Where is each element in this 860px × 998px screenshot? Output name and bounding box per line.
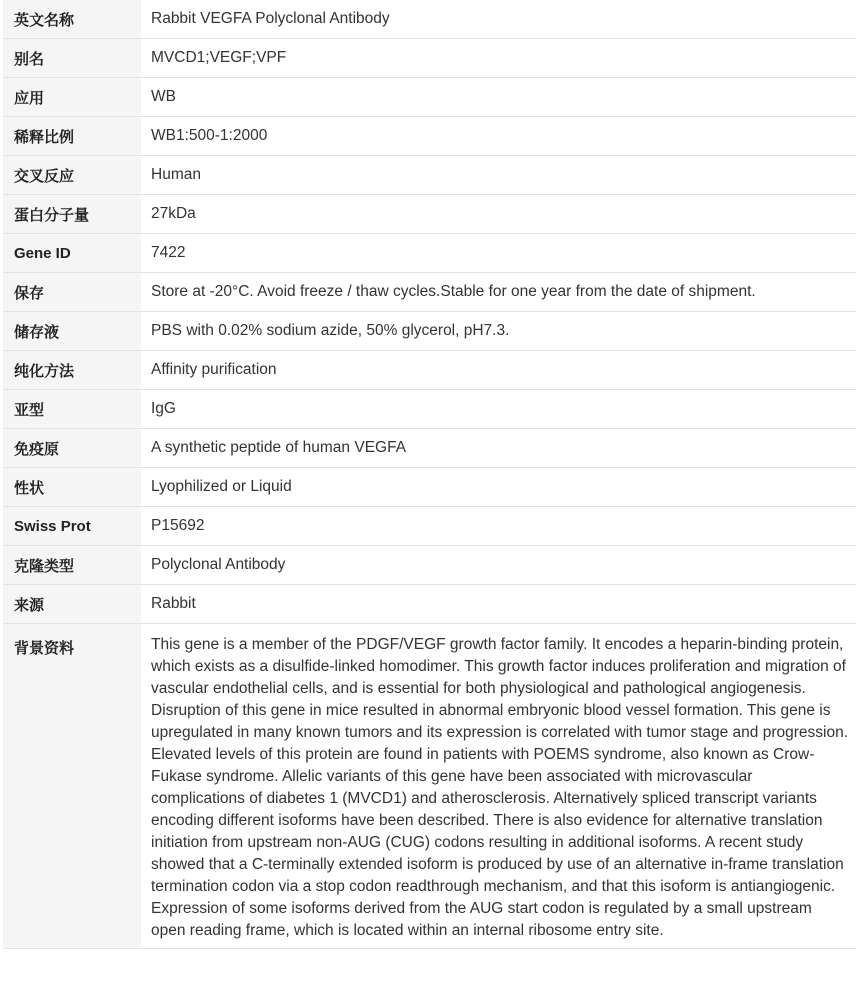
- spec-value: WB1:500-1:2000: [141, 117, 856, 156]
- spec-row-purification: [3, 351, 856, 390]
- background-text: This gene is a member of the PDGF/VEGF growth factor family. It encodes a heparin-binding protein, which exists as a disulfide-linked homodimer. This growth factor induces proliferation and migration of vascular endothelial cells, and is essential for both physiological and pathological angiogenesis. Disruption of this gene in mice resulted in abnormal embryonic blood vessel formation. This gene is upregulated in many known tumors and its expression is correlated with tumor stage and progression. Elevated levels of this protein are found in patients with POEMS syndrome, also known as Crow-Fukase syndrome. Allelic variants of this gene have been associated with microvascular complications of diabetes 1 (MVCD1) and atherosclerosis. Alternatively spliced transcript variants encoding different isoforms have been described. There is also evidence for alternative translation initiation from upstream non-AUG (CUG) codons resulting in additional isoforms. A recent study showed that a C-terminally extended isoform is produced by use of an alternative in-frame translation termination codon via a stop codon readthrough mechanism, and that this isoform is antiangiogenic. Expression of some isoforms derived from the AUG start codon is regulated by a small upstream open reading frame, which is located within an internal ribosome entry site.: [141, 624, 856, 949]
- spec-value: 27kDa: [141, 195, 856, 234]
- spec-value: WB: [141, 78, 856, 117]
- spec-label: 克隆类型: [3, 546, 141, 585]
- spec-row-form: [3, 468, 856, 507]
- spec-value: Polyclonal Antibody: [141, 546, 856, 585]
- spec-label: 应用: [3, 78, 141, 117]
- spec-row-molecular-weight: [3, 195, 856, 234]
- spec-row-reactivity: [3, 156, 856, 195]
- spec-label: 性状: [3, 468, 141, 507]
- spec-row-isotype: [3, 390, 856, 429]
- spec-row-storage-buffer: [3, 312, 856, 351]
- spec-row-swiss-prot: [3, 507, 856, 546]
- spec-row-alias: [3, 39, 856, 78]
- spec-row-clonality: [3, 546, 856, 585]
- spec-row-english-name: [3, 0, 856, 39]
- spec-row-application: [3, 78, 856, 117]
- spec-value: Store at -20°C. Avoid freeze / thaw cycles.Stable for one year from the date of shipment.: [141, 273, 856, 312]
- spec-label: 纯化方法: [3, 351, 141, 390]
- spec-label: 英文名称: [3, 0, 141, 39]
- spec-row-immunogen: [3, 429, 856, 468]
- spec-value: 7422: [141, 234, 856, 273]
- spec-value: Rabbit: [141, 585, 856, 624]
- spec-row-storage: [3, 273, 856, 312]
- spec-row-host: [3, 585, 856, 624]
- spec-value: P15692: [141, 507, 856, 546]
- spec-label: Swiss Prot: [3, 507, 141, 546]
- spec-value: Affinity purification: [141, 351, 856, 390]
- spec-value: Lyophilized or Liquid: [141, 468, 856, 507]
- spec-value: MVCD1;VEGF;VPF: [141, 39, 856, 78]
- spec-row-gene-id: [3, 234, 856, 273]
- spec-row-background: [3, 624, 856, 949]
- spec-label: Gene ID: [3, 234, 141, 273]
- spec-row-dilution: [3, 117, 856, 156]
- spec-label: 储存液: [3, 312, 141, 351]
- spec-label: 亚型: [3, 390, 141, 429]
- spec-value: Human: [141, 156, 856, 195]
- product-spec-table: [3, 0, 856, 949]
- spec-label: 背景资料: [3, 624, 141, 949]
- spec-label: 稀释比例: [3, 117, 141, 156]
- spec-label: 蛋白分子量: [3, 195, 141, 234]
- spec-label: 别名: [3, 39, 141, 78]
- spec-value: Rabbit VEGFA Polyclonal Antibody: [141, 0, 856, 39]
- spec-label: 来源: [3, 585, 141, 624]
- spec-value: A synthetic peptide of human VEGFA: [141, 429, 856, 468]
- spec-label: 保存: [3, 273, 141, 312]
- spec-label: 交叉反应: [3, 156, 141, 195]
- spec-value: PBS with 0.02% sodium azide, 50% glycerol, pH7.3.: [141, 312, 856, 351]
- spec-value: IgG: [141, 390, 856, 429]
- spec-label: 免疫原: [3, 429, 141, 468]
